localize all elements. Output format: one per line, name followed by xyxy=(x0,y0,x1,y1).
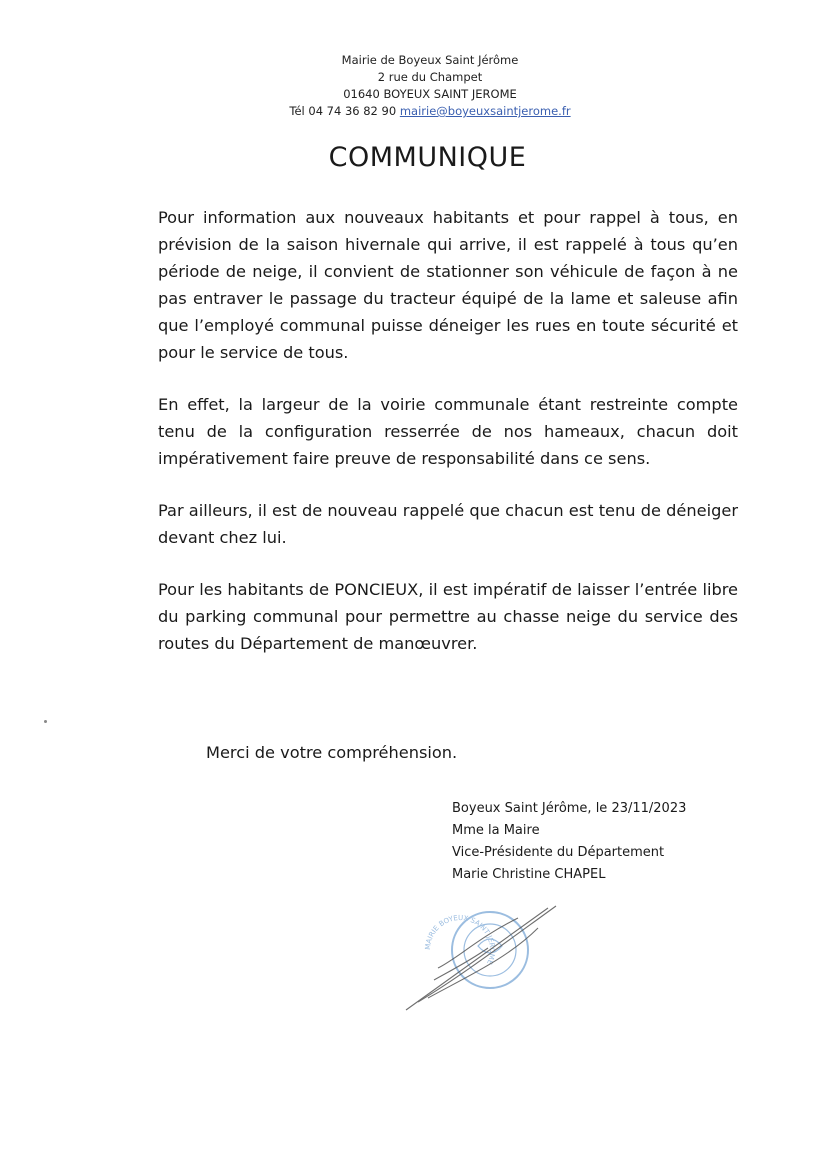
letterhead xyxy=(230,52,630,120)
page-title: COMMUNIQUE xyxy=(328,142,527,173)
paragraph-3: Par ailleurs, il est de nouveau rappelé que chacun est tenu de déneiger devant chez lui. xyxy=(158,501,738,547)
place-date: Boyeux Saint Jérôme, le 23/11/2023 xyxy=(452,801,687,816)
email-link[interactable]: mairie@boyeuxsaintjerome.fr xyxy=(399,104,571,118)
street-address: 2 rue du Champet xyxy=(377,70,483,84)
svg-text:MAIRIE BOYEUX SAINT JEROME: MAIRIE BOYEUX SAINT JEROME xyxy=(423,913,497,966)
signer-role: Mme la Maire xyxy=(452,823,540,838)
contact-line xyxy=(230,103,630,120)
phone: Tél 04 74 36 82 90 xyxy=(289,104,397,118)
stamp-and-signature xyxy=(398,898,578,1018)
city-address: 01640 BOYEUX SAINT JEROME xyxy=(343,87,517,101)
signer-role-2: Vice-Présidente du Département xyxy=(452,845,665,860)
scan-mark xyxy=(44,720,47,723)
communique-body xyxy=(158,204,738,682)
official-stamp-icon xyxy=(398,898,578,1018)
paragraph-1: Pour information aux nouveaux habitants et pour rappel à tous, en prévision de la saison hivernale qui arrive, il est rappelé à tous qu’en période de neige, il convient de stationner son véhicule de façon à ne pas entraver le passage du tracteur équipé de la lame et saleuse afin que l’employé communal puisse déneiger les rues en toute sécurité et pour le service de tous. xyxy=(158,208,738,362)
closing-thanks: Merci de votre compréhension. xyxy=(206,743,458,762)
signature-block xyxy=(452,798,686,886)
paragraph-2: En effet, la largeur de la voirie communale étant restreinte compte tenu de la configuration resserrée de nos hameaux, chacun doit impérativement faire preuve de responsabilité dans ce sens. xyxy=(158,395,738,468)
org-name: Mairie de Boyeux Saint Jérôme xyxy=(341,53,519,67)
paragraph-4: Pour les habitants de PONCIEUX, il est impératif de laisser l’entrée libre du parking communal pour permettre au chasse neige du service des routes du Département de manœuvrer. xyxy=(158,580,738,653)
signer-name: Marie Christine CHAPEL xyxy=(452,867,606,882)
